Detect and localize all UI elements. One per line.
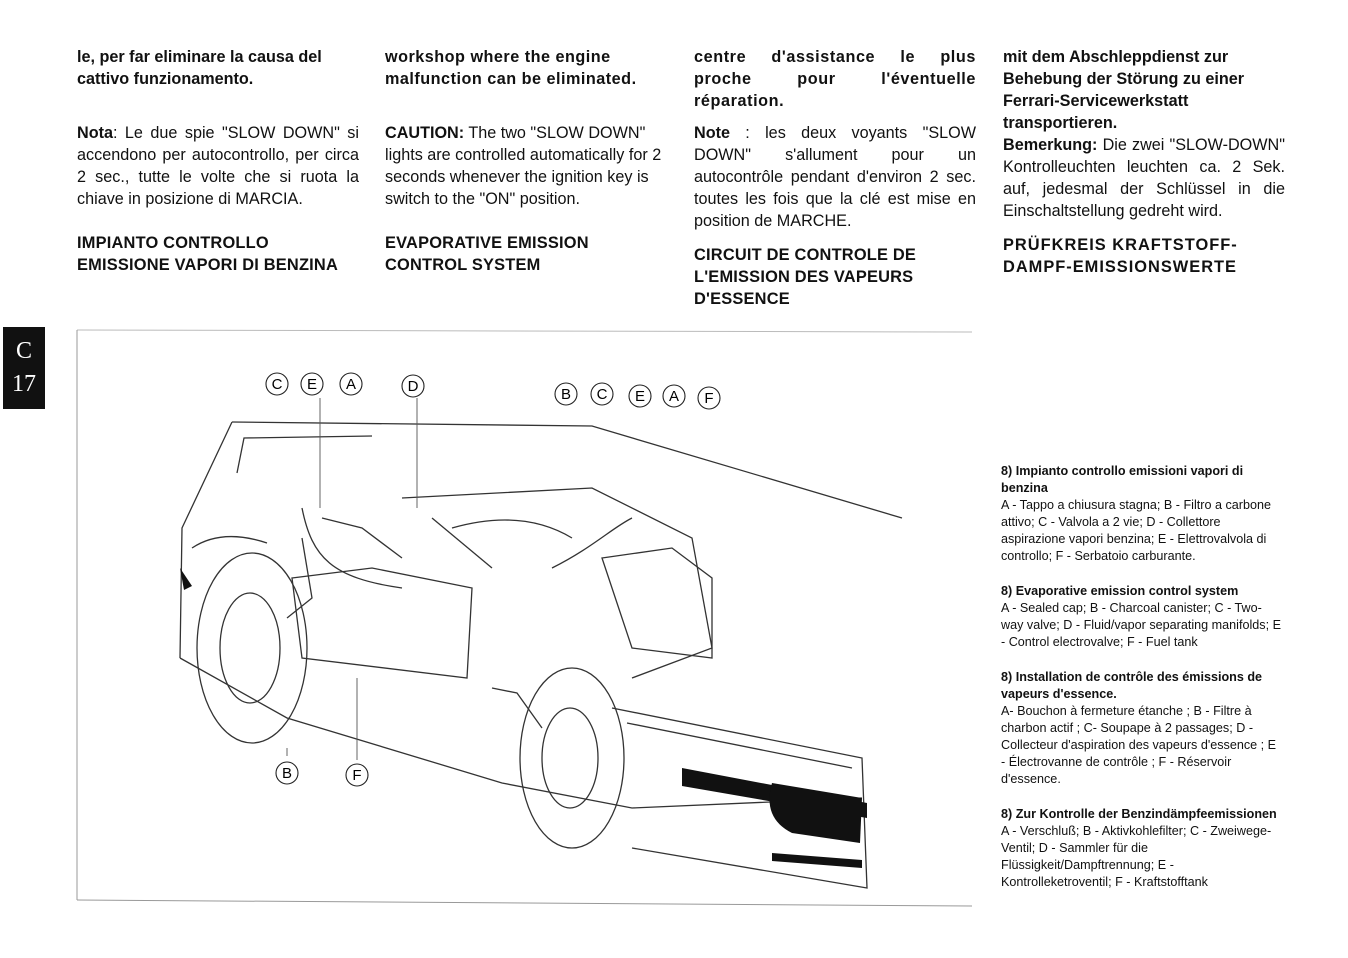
section-heading: CIRCUIT DE CONTROLE DE L'EMISSION DES VAPEURS D'ESSENCE xyxy=(694,246,917,308)
note-paragraph xyxy=(385,122,667,210)
label-d: D xyxy=(407,378,419,395)
leader-lines xyxy=(287,398,417,760)
label-a: A xyxy=(668,388,680,405)
emission-system-diagram xyxy=(72,328,977,910)
section-letter: C xyxy=(15,338,32,364)
label-b: B xyxy=(560,386,572,403)
column-german xyxy=(1003,46,1285,278)
caption-body: A- Bouchon à fermeture étanche ; B - Filtre à charbon actif ; C- Soupape à 2 passages; D - Collecteur d'aspiration des vapeurs d'essence ; E - Électrovanne de contrôle ; F - Réservoir d'essence. xyxy=(1001,704,1277,786)
note-label: Note xyxy=(694,124,730,142)
caption-italian xyxy=(1001,463,1283,565)
label-b: B xyxy=(281,765,293,782)
column-english xyxy=(385,46,667,276)
label-e: E xyxy=(634,388,646,405)
note-label: CAUTION: xyxy=(385,124,465,142)
caption-title: 8) Zur Kontrolle der Benzindämpfeemissionen xyxy=(1001,807,1277,821)
column-french xyxy=(694,46,976,310)
label-a: A xyxy=(345,376,357,393)
caption-title: 8) Impianto controllo emissioni vapori di benzina xyxy=(1001,464,1244,495)
section-heading: EVAPORATIVE EMISSION CONTROL SYSTEM xyxy=(385,234,589,274)
label-c: C xyxy=(271,376,283,393)
section-heading: PRÜFKREIS KRAFTSTOFF-DAMPF-EMISSIONSWERTE xyxy=(1003,236,1238,276)
section-tab xyxy=(3,327,45,409)
label-f: F xyxy=(352,767,362,784)
note-text: Die zwei "SLOW-DOWN" Kontrolleuchten leuchten ca. 2 Sek. auf, jedesmal der Schlüssel in die Einschaltstellung gedreht wird. xyxy=(1003,136,1285,220)
page-number: 17 xyxy=(12,371,36,397)
caption-english xyxy=(1001,583,1283,651)
labels-top-left xyxy=(266,373,362,395)
note-text: : Le due spie "SLOW DOWN" si accendono per autocontrollo, per circa 2 sec., tutte le volte che si ruota la chiave in posizione di MARCIA. xyxy=(77,124,359,208)
caption-body: A - Verschluß; B - Aktivkohlefilter; C - Zweiwege-Ventil; D - Sammler für die Flüssigkeit/Dampftrennung; E - Kontrolleketroventil; F - Kraftstofftank xyxy=(1001,824,1272,889)
note-paragraph xyxy=(694,122,976,232)
note-text: The two "SLOW DOWN" lights are controlled automatically for 2 seconds whenever the ignition key is switch to the "ON" position. xyxy=(385,124,662,208)
front-details xyxy=(180,568,867,868)
note-label: Bemerkung: xyxy=(1003,136,1098,154)
caption-body: A - Tappo a chiusura stagna; B - Filtro a carbone attivo; C - Valvola a 2 vie; D - Collettore aspirazione vapori benzina; E - Elettrovalvola di controllo; F - Serbatoio carburante. xyxy=(1001,498,1271,563)
caption-body: A - Sealed cap; B - Charcoal canister; C - Two-way valve; D - Fluid/vapor separating manifolds; E - Control electrovalve; F - Fuel tank xyxy=(1001,601,1281,649)
note-label: Nota xyxy=(77,124,113,142)
intro-text: le, per far eliminare la causa del cattivo funzionamento. xyxy=(77,48,322,88)
intro-text: workshop where the engine malfunction can be eliminated. xyxy=(385,48,637,88)
note-paragraph xyxy=(77,122,359,210)
label-e: E xyxy=(306,376,318,393)
labels-top-right xyxy=(555,383,720,409)
label-top-mid xyxy=(402,375,424,397)
intro-text: mit dem Abschleppdienst zur Behebung der Störung zu einer Ferrari-Servicewerkstatt transportieren. xyxy=(1003,48,1245,132)
note-text: : les deux voyants "SLOW DOWN" s'allument pour un autocontrôle pendant d'environ 2 sec. toutes les fois que la clé est mise en position de MARCHE. xyxy=(694,124,976,230)
column-italian xyxy=(77,46,359,276)
labels-bottom xyxy=(276,762,368,786)
label-c: C xyxy=(596,386,608,403)
frame-bottom xyxy=(77,900,972,906)
section-heading: IMPIANTO CONTROLLO EMISSIONE VAPORI DI BENZINA xyxy=(77,234,338,274)
frame-top xyxy=(77,330,972,332)
note-paragraph xyxy=(1003,134,1285,222)
intro-text: centre d'assistance le plus proche pour l'éventuelle réparation. xyxy=(694,48,976,110)
caption-title: 8) Evaporative emission control system xyxy=(1001,584,1239,598)
caption-french xyxy=(1001,669,1283,788)
caption-german xyxy=(1001,806,1283,891)
label-f: F xyxy=(704,390,714,407)
caption-title: 8) Installation de contrôle des émissions de vapeurs d'essence. xyxy=(1001,670,1263,701)
